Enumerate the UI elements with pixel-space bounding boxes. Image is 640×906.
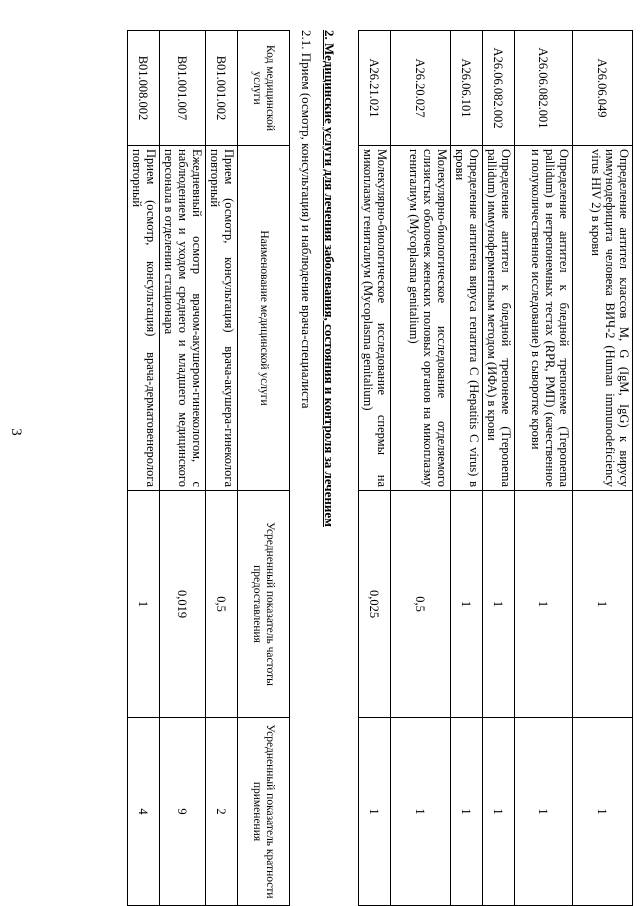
multiplicity-value: 1 xyxy=(483,718,515,906)
specialist-consultations-table xyxy=(127,30,290,906)
table-row xyxy=(359,31,391,906)
frequency-value: 0,025 xyxy=(359,491,391,718)
table-row xyxy=(573,31,633,906)
service-code: B01.008.002 xyxy=(128,31,160,146)
service-code: A26.06.101 xyxy=(451,31,483,146)
service-name: Ежедневный осмотр врачом-акушером-гинекологом, с наблюдением и уходом среднего и младшего медицинского персонала в отделении стационара xyxy=(160,146,206,491)
multiplicity-value: 9 xyxy=(160,718,206,906)
frequency-value: 0,5 xyxy=(391,491,451,718)
service-name: Определение антител к бледной трепонеме (Treponema pallidum) иммуноферментным методом (ИФА) в крови xyxy=(483,146,515,491)
frequency-value: 1 xyxy=(573,491,633,718)
column-header-multiplicity: Усредненный показатель кратности применения xyxy=(238,718,290,906)
service-name: Молекулярно-биологическое исследование отделяемого слизистых оболочек женских половых органов на микоплазму гениталиум (Mycoplasma genitalium) xyxy=(391,146,451,491)
section-2-1-heading: 2.1. Прием (осмотр, консультация) и наблюдение врача-специалиста xyxy=(299,30,314,409)
column-header-code: Код медицинской услуги xyxy=(238,31,290,146)
service-code: B01.001.002 xyxy=(206,31,238,146)
service-code: A26.21.021 xyxy=(359,31,391,146)
column-header-name: Наименование медицинской услуги xyxy=(238,146,290,491)
multiplicity-value: 1 xyxy=(391,718,451,906)
frequency-value: 1 xyxy=(483,491,515,718)
multiplicity-value: 4 xyxy=(128,718,160,906)
table-row xyxy=(451,31,483,906)
table-row xyxy=(128,31,160,906)
table-row xyxy=(206,31,238,906)
service-code: A26.06.049 xyxy=(573,31,633,146)
service-name: Прием (осмотр, консультация) врача-дерматовенеролога повторный xyxy=(128,146,160,491)
table-row xyxy=(515,31,573,906)
service-name: Молекулярно-биологическое исследование спермы на микоплазму гениталиум (Mycoplasma genitalium) xyxy=(359,146,391,491)
services-table-continuation xyxy=(358,30,633,906)
section-2-heading: 2. Медицинские услуги для лечения заболевания, состояния и контроля за лечением xyxy=(322,30,337,528)
multiplicity-value: 1 xyxy=(451,718,483,906)
service-name: Прием (осмотр, консультация) врача-акушера-гинеколога повторный xyxy=(206,146,238,491)
frequency-value: 0,5 xyxy=(206,491,238,718)
service-name: Определение антигена вируса гепатита C (Hepatitis C virus) в крови xyxy=(451,146,483,491)
frequency-value: 1 xyxy=(515,491,573,718)
service-code: B01.001.007 xyxy=(160,31,206,146)
service-name: Определение антител к бледной трепонеме (Treponema pallidum) в нетрепонемных тестах (RPR, РМП) (качественное и полуколичественное исследование) в сыворотке крови xyxy=(515,146,573,491)
service-code: A26.20.027 xyxy=(391,31,451,146)
service-code: A26.06.082.001 xyxy=(515,31,573,146)
service-code: A26.06.082.002 xyxy=(483,31,515,146)
table-row xyxy=(391,31,451,906)
multiplicity-value: 1 xyxy=(359,718,391,906)
multiplicity-value: 2 xyxy=(206,718,238,906)
column-header-frequency: Усредненный показатель частоты предоставления xyxy=(238,491,290,718)
frequency-value: 0,019 xyxy=(160,491,206,718)
table-row xyxy=(483,31,515,906)
page-number: 3 xyxy=(8,428,24,436)
table-header-row xyxy=(238,31,290,906)
service-name: Определение антител классов M, G (IgM, IgG) к вирусу иммунодефицита человека ВИЧ-2 (Human immunodeficiency virus HIV 2) в крови xyxy=(573,146,633,491)
multiplicity-value: 1 xyxy=(515,718,573,906)
table-row xyxy=(160,31,206,906)
frequency-value: 1 xyxy=(451,491,483,718)
frequency-value: 1 xyxy=(128,491,160,718)
multiplicity-value: 1 xyxy=(573,718,633,906)
